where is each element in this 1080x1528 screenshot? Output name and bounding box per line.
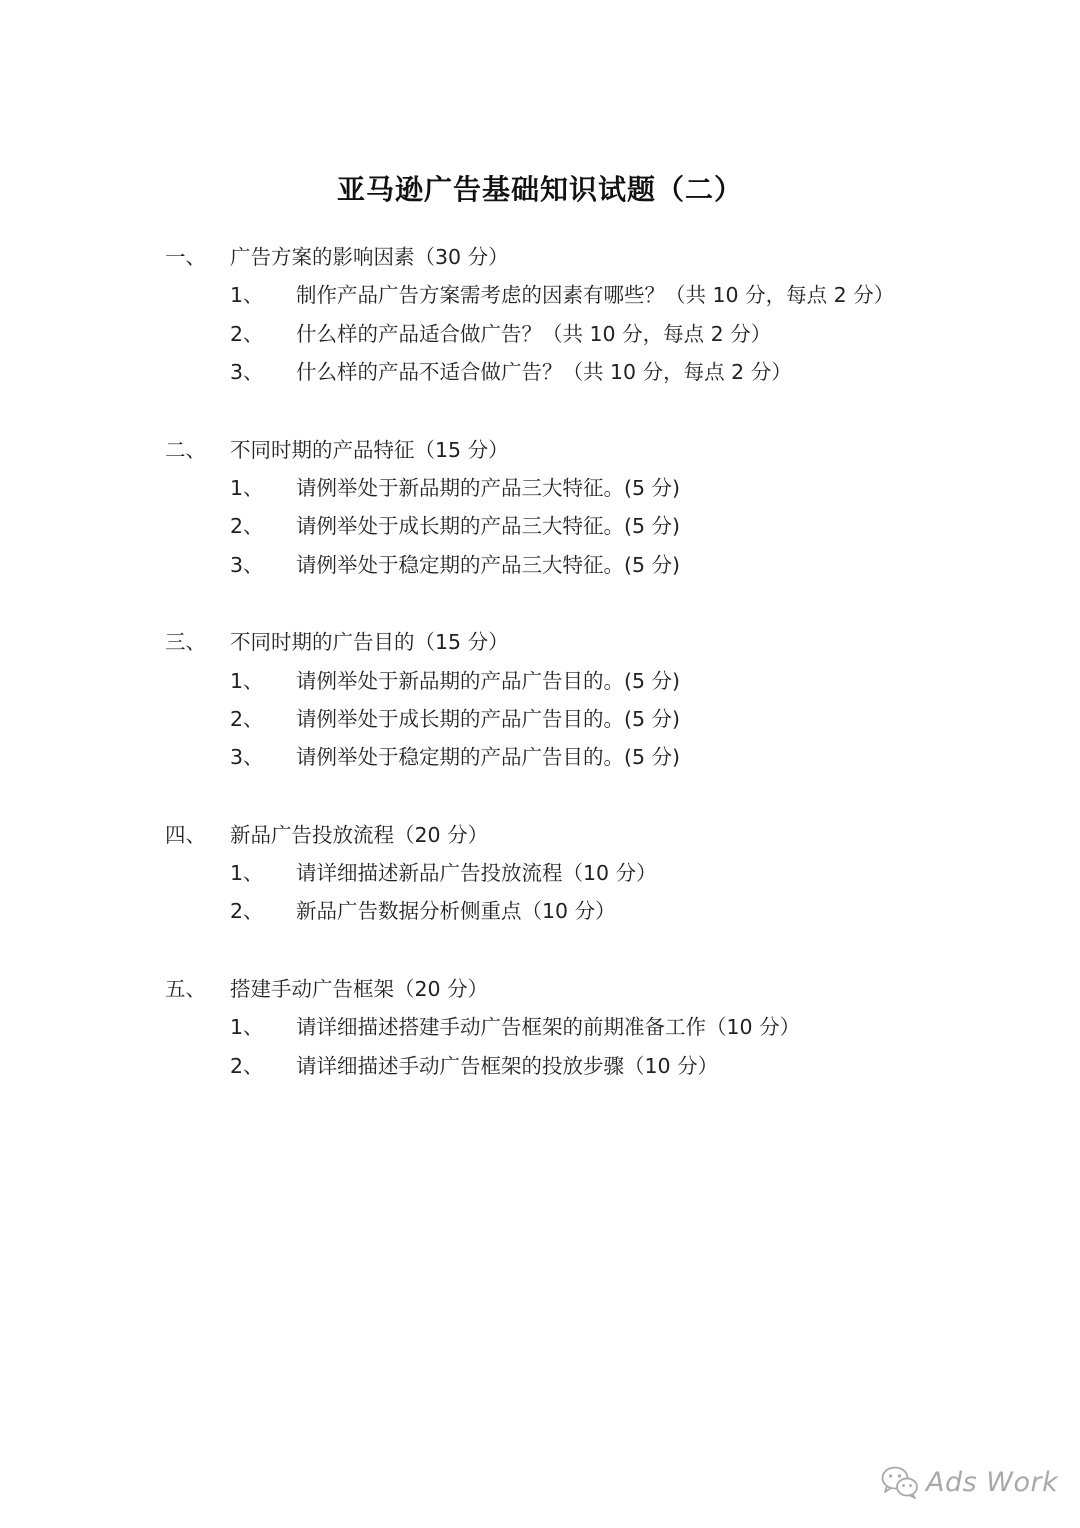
section-number: 二、 [165,437,206,462]
section-1 [0,238,1080,392]
section-title: 新品广告投放流程（20 分） [230,822,489,847]
section-number: 五、 [165,976,206,1001]
watermark-text: Ads Work [926,1466,1059,1498]
question-number: 3、 [230,552,264,577]
section-title: 不同时期的广告目的（15 分） [230,630,509,655]
question-text: 请例举处于新品期的产品广告目的。(5 分) [296,668,681,693]
question-item [0,738,1080,776]
question-number: 3、 [230,360,264,385]
section-heading [0,623,1080,661]
question-text: 请详细描述新品广告投放流程（10 分） [296,861,657,886]
question-text: 请例举处于成长期的产品三大特征。(5 分) [296,514,681,539]
section-title: 广告方案的影响因素（30 分） [230,245,509,269]
question-item [0,469,1080,507]
question-item [0,700,1080,738]
question-number: 1、 [230,283,264,308]
question-text: 请详细描述搭建手动广告框架的前期准备工作（10 分） [296,1015,801,1040]
question-item [0,892,1080,930]
question-number: 1、 [230,861,264,886]
question-text: 请详细描述手动广告框架的投放步骤（10 分） [296,1053,719,1078]
section-title: 搭建手动广告框架（20 分） [230,976,489,1001]
question-number: 2、 [230,899,264,924]
question-item [0,854,1080,892]
question-number: 2、 [230,514,264,539]
question-number: 1、 [230,1015,264,1040]
question-item [0,276,1080,314]
question-item [0,315,1080,353]
question-item [0,353,1080,391]
question-number: 2、 [230,321,264,346]
section-number: 三、 [165,630,206,655]
section-heading [0,816,1080,854]
question-text: 请例举处于成长期的产品广告目的。(5 分) [296,706,681,731]
question-text: 什么样的产品适合做广告？（共 10 分，每点 2 分） [296,321,772,346]
page-title: 亚马逊广告基础知识试题（二） [336,173,743,206]
section-heading [0,238,1080,276]
question-item [0,507,1080,545]
question-text: 什么样的产品不适合做广告？（共 10 分，每点 2 分） [296,360,792,385]
section-4 [0,816,1080,931]
question-sections [0,238,1080,1124]
question-text: 新品广告数据分析侧重点（10 分） [296,899,616,924]
section-title: 不同时期的产品特征（15 分） [230,437,509,462]
section-3 [0,623,1080,777]
question-item [0,1047,1080,1085]
wechat-icon [880,1465,920,1499]
watermark [880,1462,1058,1502]
question-text: 制作产品广告方案需考虑的因素有哪些？（共 10 分，每点 2 分） [296,283,895,308]
question-number: 2、 [230,706,264,731]
question-item [0,662,1080,700]
question-number: 3、 [230,745,264,770]
question-text: 请例举处于稳定期的产品广告目的。(5 分) [296,745,681,770]
question-number: 1、 [230,668,264,693]
question-number: 1、 [230,475,264,500]
section-heading [0,970,1080,1008]
question-item [0,546,1080,584]
section-2 [0,431,1080,585]
section-number: 一、 [165,245,206,269]
question-number: 2、 [230,1053,264,1078]
question-text: 请例举处于稳定期的产品三大特征。(5 分) [296,552,681,577]
section-number: 四、 [165,822,206,847]
section-heading [0,431,1080,469]
section-5 [0,970,1080,1085]
question-text: 请例举处于新品期的产品三大特征。(5 分) [296,475,681,500]
question-item [0,1008,1080,1046]
